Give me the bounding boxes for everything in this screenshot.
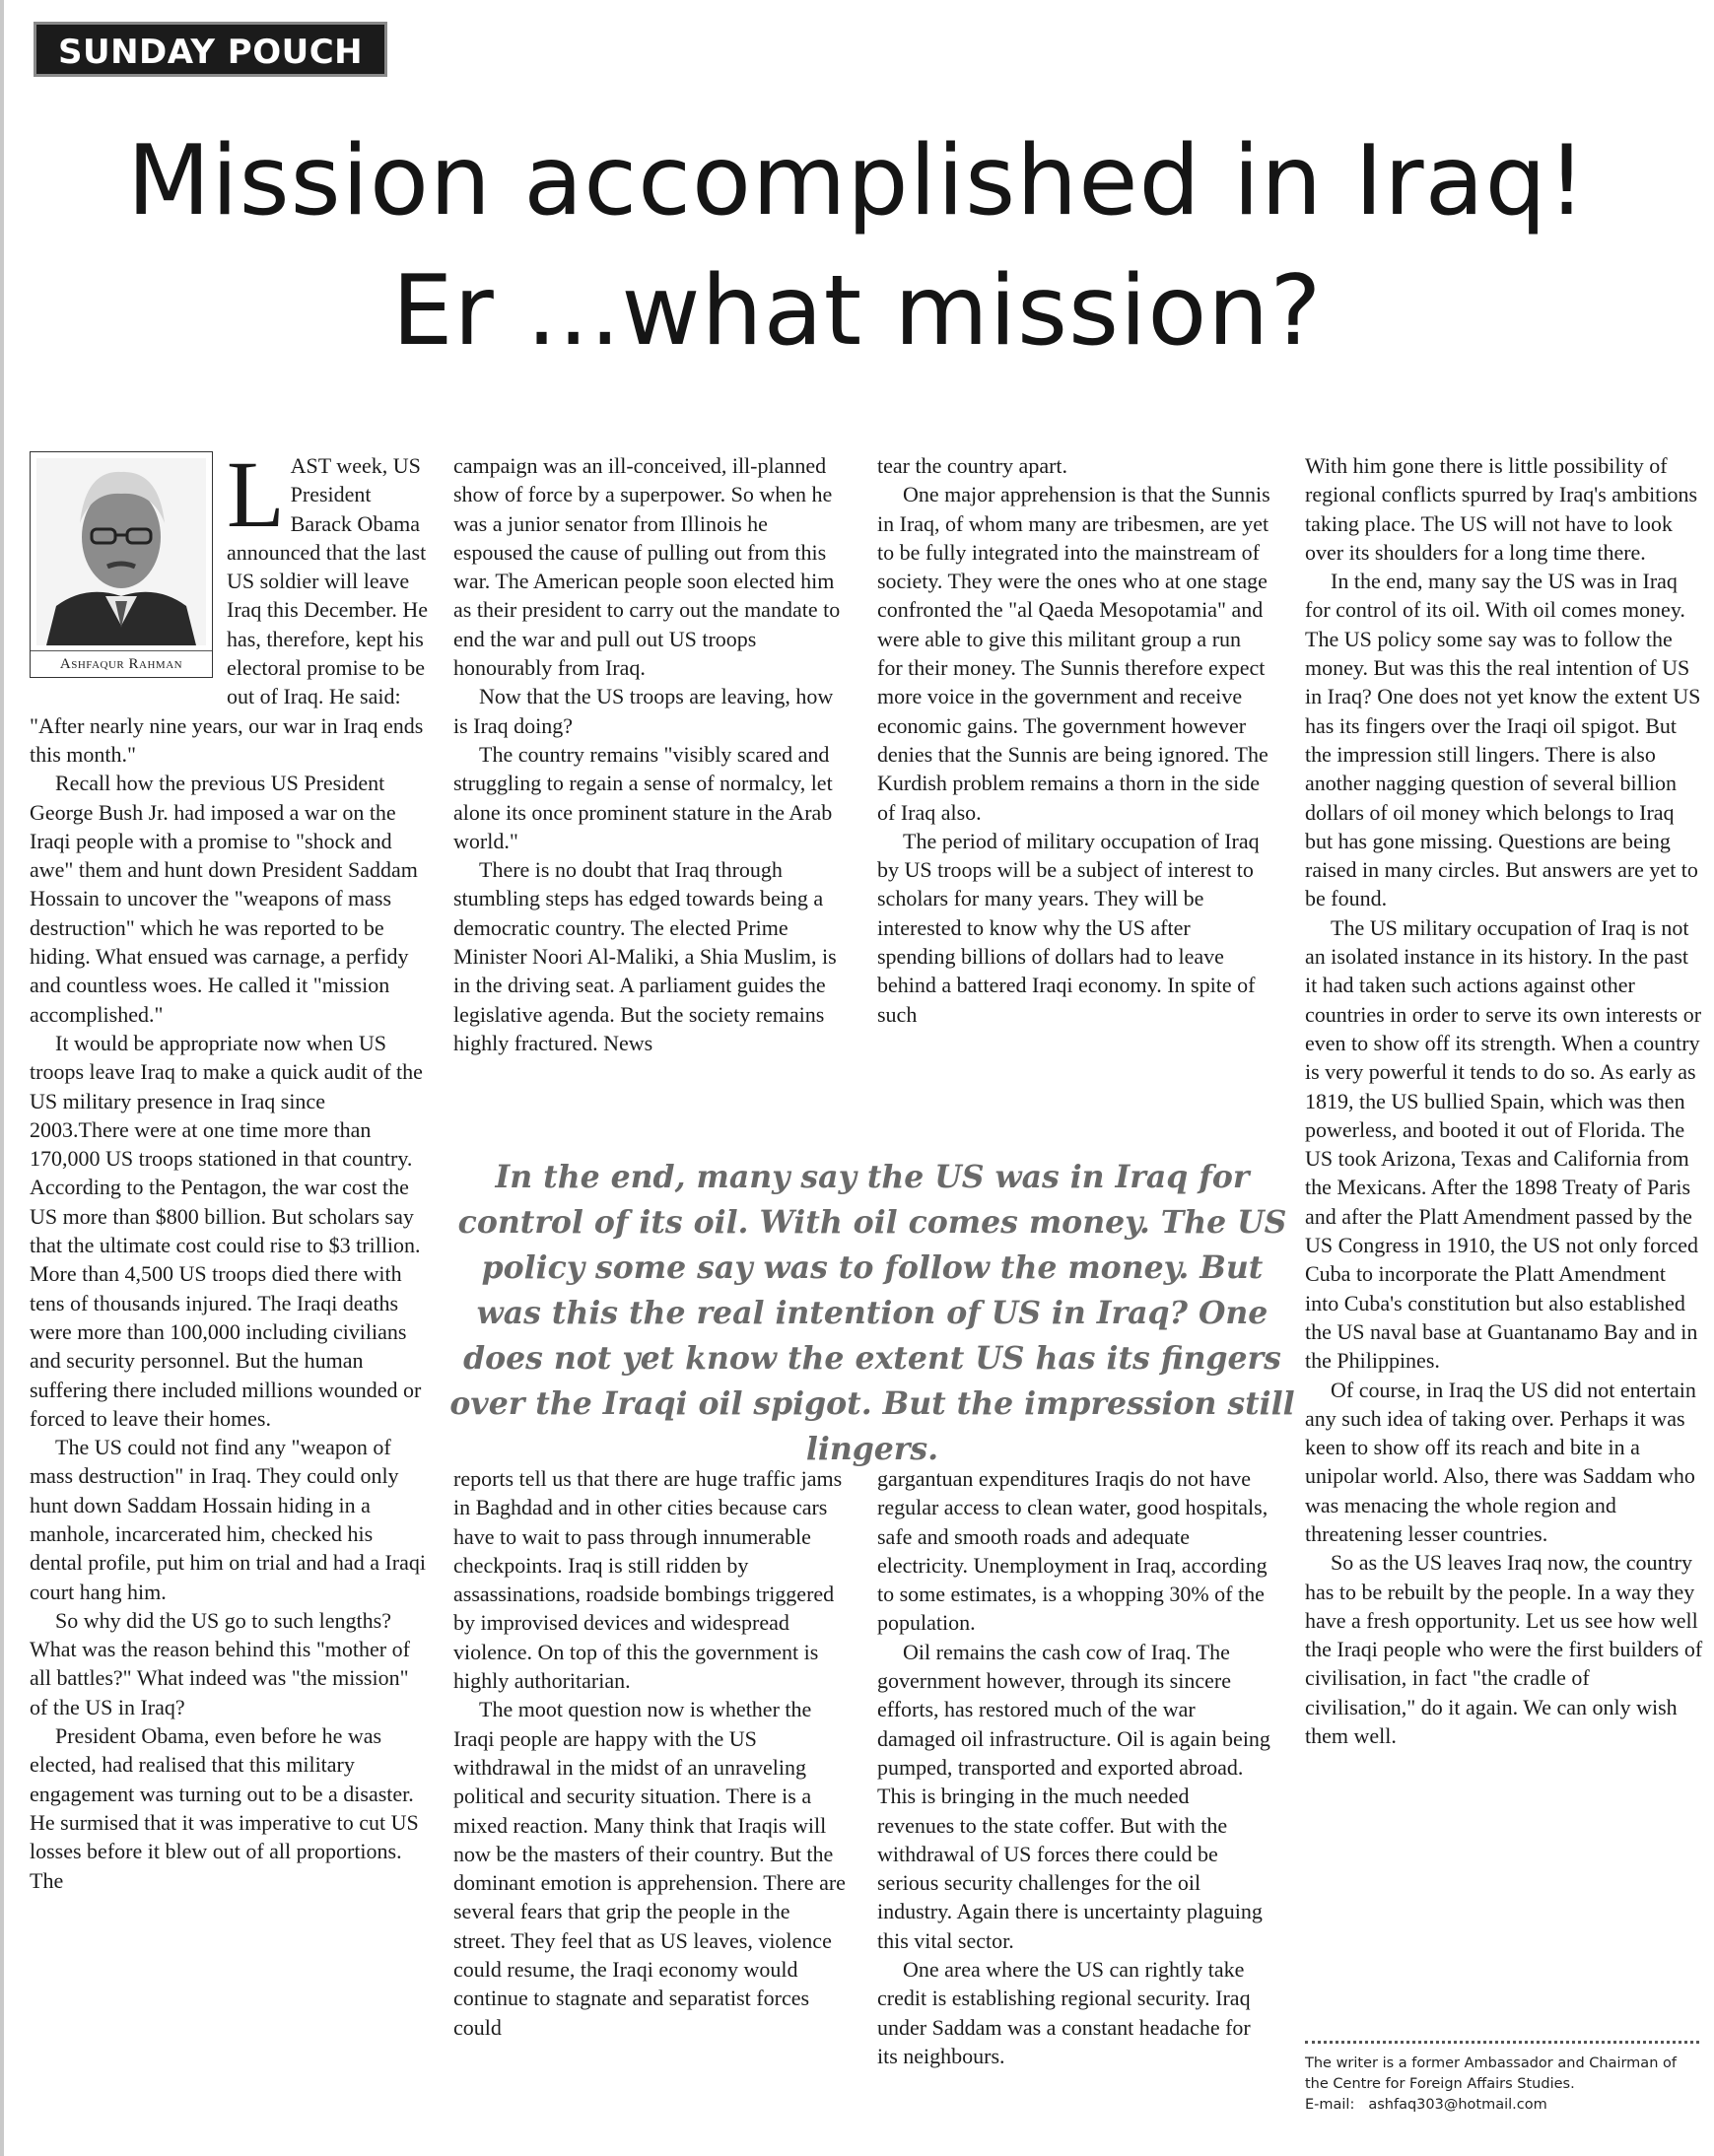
col4-paragraph-4: Of course, in Iraq the US did not entertain any such idea of taking over. Perhaps it was keen to show off its reach and bite in a unipolar world. Also, there was Saddam who was menacing the whole region and threatening lesser countries.: [1305, 1377, 1696, 1546]
column-2-top: [453, 451, 848, 1057]
pull-quote: In the end, many say the US was in Iraq for control of its oil. With oil comes money. The US policy some say was to follow the money. But was this the real intention of US in Iraq? One does not yet know the extent US has its fingers over the Iraqi oil spigot. But the impression still lingers.: [449, 1159, 1295, 1467]
col3-bottom-paragraph-2: Oil remains the cash cow of Iraq. The government however, through its sincere efforts, has restored much of the war damaged oil infrastructure. Oil is again being pumped, transported and exported abroad. This is bringing in the much needed revenues to the state coffer. But with the withdrawal of US forces there could be serious security challenges for the oil industry. Again there is uncertainty plaguing this vital sector.: [877, 1639, 1270, 1953]
col1-paragraph-5: So why did the US go to such lengths? What was the reason behind this "mother of all battles?" What indeed was "the mission" of the US in Iraq?: [30, 1607, 410, 1719]
col1-paragraph-2: Recall how the previous US President George Bush Jr. had imposed a war on the Iraqi people with a promise to "shock and awe" them and hunt down President Saddam Hossain to uncover the "weapons of mass destruction" which he was reported to be hiding. What ensued was carnage, a perfidy and countless woes. He called it "mission accomplished.": [30, 771, 418, 1027]
author-photo: [30, 451, 213, 678]
email-label: E-mail:: [1305, 2097, 1355, 2113]
col2-bottom-paragraph-2: The moot question now is whether the Iraqi people are happy with the US withdrawal in the midst of an unraveling political and security situation. There is a mixed reaction. Many think that Iraqis will now be the masters of their country. But the dominant emotion is apprehension. There are several fears that grip the people in the street. They feel that as US leaves, violence could resume, the Iraqi economy would continue to stagnate and separatist forces could: [453, 1697, 846, 2040]
col4-paragraph-1: With him gone there is little possibility of regional conflicts spurred by Iraq's ambitions taking place. The US will not have to look over its shoulders for a long time there.: [1305, 453, 1698, 565]
col3-paragraph-1: tear the country apart.: [877, 453, 1068, 478]
headline-line-1: Mission accomplished in Iraq!: [126, 125, 1588, 237]
col3-paragraph-3: The period of military occupation of Iraq by US troops will be a subject of interest to scholars for many years. They will be interested to know why the US after spending billions of dollars had to leave behind a battered Iraqi economy. In spite of such: [877, 828, 1260, 1027]
email-address: ashfaq303@hotmail.com: [1368, 2097, 1547, 2113]
author-portrait-image: [36, 458, 206, 645]
section-tag: SUNDAY POUCH: [34, 22, 387, 77]
footnote-divider: [1305, 2041, 1699, 2044]
column-1: [30, 441, 429, 1895]
col2-paragraph-2: Now that the US troops are leaving, how is Iraq doing?: [453, 684, 834, 738]
column-2-bottom: [453, 1464, 848, 2042]
col2-bottom-paragraph-1: reports tell us that there are huge traffic jams in Baghdad and in other cities because cars have to wait to pass through innumerable checkpoints. Iraq is still ridden by assassinations, roadside bombings triggered by improvised devices and widespread violence. On top of this the government is highly authoritarian.: [453, 1466, 843, 1694]
headline: [0, 116, 1714, 376]
headline-line-2: Er ...what mission?: [391, 255, 1323, 368]
col2-paragraph-4: There is no doubt that Iraq through stumbling steps has edged towards being a democratic country. The elected Prime Minister Noori Al-Maliki, a Shia Muslim, is in the driving seat. A parliament guides the legislative agenda. But the society remains highly fractured. News: [453, 857, 837, 1055]
col1-paragraph-1: AST week, US President Barack Obama announced that the last US soldier will leave Iraq this December. He has, therefore, kept his electoral promise to be out of Iraq. He said: "After nearly nine years, our war in Iraq ends this month.": [30, 453, 429, 767]
col4-paragraph-3: The US military occupation of Iraq is not an isolated instance in its history. In the past it had taken such actions against other countries in order to serve its own interests or even to show off its strength. When a country is very powerful it tends to do so. As early as 1819, the US bullied Spain, which was then powerless, and booted it out of Florida. The US took Arizona, Texas and California from the Mexicans. After the 1898 Treaty of Paris and after the Platt Amendment passed by the US Congress in 1910, the US not only forced Cuba to incorporate the Platt Amendment into Cuba's constitution but also established the US naval base at Guantanamo Bay and in the Philippines.: [1305, 914, 1702, 1374]
col1-paragraph-3: It would be appropriate now when US troops leave Iraq to make a quick audit of the US military presence in Iraq since 2003.There were at one time more than 170,000 US troops stationed in that country. According to the Pentagon, the war cost the US more than $800 billion. But scholars say that the ultimate cost could rise to $3 trillion. More than 4,500 US troops died there with tens of thousands injured. The Iraqi deaths were more than 100,000 including civilians and security personnel. But the human suffering there included millions wounded or forced to leave their homes.: [30, 1030, 423, 1431]
column-3-top: [877, 451, 1271, 1029]
author-footnote: [1305, 2054, 1699, 2116]
col2-paragraph-3: The country remains "visibly scared and struggling to regain a sense of normalcy, let alone its once prominent stature in the Arab world.": [453, 741, 833, 853]
column-4: [1305, 451, 1704, 1750]
col2-paragraph-1: campaign was an ill-conceived, ill-planned show of force by a superpower. So when he was a junior senator from Illinois he espoused the cause of pulling out from this war. The American people soon elected him as their president to carry out the mandate to end the war and pull out US troops honourably from Iraq.: [453, 453, 841, 681]
dropcap: L: [227, 441, 285, 547]
column-3-bottom: [877, 1464, 1271, 2070]
col3-bottom-paragraph-3: One area where the US can rightly take credit is establishing regional security. Iraq under Saddam was a constant headache for its neighbours.: [877, 1957, 1251, 2068]
col3-paragraph-2: One major apprehension is that the Sunnis in Iraq, of whom many are tribesmen, are yet to be fully integrated into the mainstream of society. They were the ones who at one stage confronted the "al Qaeda Mesopotamia" and were able to give this militant group a run for their money. The Sunnis therefore expect more voice in the government and receive economic gains. The government however denies that the Sunnis are being ignored. The Kurdish problem remains a thorn in the side of Iraq also.: [877, 482, 1270, 825]
col4-paragraph-5: So as the US leaves Iraq now, the country has to be rebuilt by the people. In a way they have a fresh opportunity. Let us see how well the Iraqi people who were the first builders of civilisation, in fact "the cradle of civilisation," do it again. We can only wish them well.: [1305, 1550, 1703, 1749]
footnote-email-row: [1305, 2095, 1699, 2116]
col4-paragraph-2: In the end, many say the US was in Iraq for control of its oil. With oil comes money. The US policy some say was to follow the money. But was this the real intention of US in Iraq? One does not yet know the extent US has its fingers over the Iraqi oil spigot. But the impression still lingers. There is also another nagging question of several billion dollars of oil money which belongs to Iraq but has gone missing. Questions are being raised in many circles. But answers are yet to be found.: [1305, 569, 1701, 911]
col1-paragraph-6: President Obama, even before he was elected, had realised that this military engagement was turning out to be a disaster. He surmised that it was imperative to cut US losses before it blew out of all proportions. The: [30, 1723, 419, 1893]
footnote-bio: The writer is a former Ambassador and Chairman of the Centre for Foreign Affairs Studies.: [1305, 2055, 1677, 2092]
author-byline: Ashfaqur Rahman: [31, 650, 212, 677]
col1-paragraph-4: The US could not find any "weapon of mass destruction" in Iraq. They could only hunt down Saddam Hossain hiding in a manhole, incarcerated him, checked his dental profile, put him on trial and had a Iraqi court hang him.: [30, 1435, 426, 1604]
col3-bottom-paragraph-1: gargantuan expenditures Iraqis do not have regular access to clean water, good hospitals, safe and smooth roads and adequate electricity. Unemployment in Iraq, according to some estimates, is a whopping 30% of the population.: [877, 1466, 1268, 1636]
